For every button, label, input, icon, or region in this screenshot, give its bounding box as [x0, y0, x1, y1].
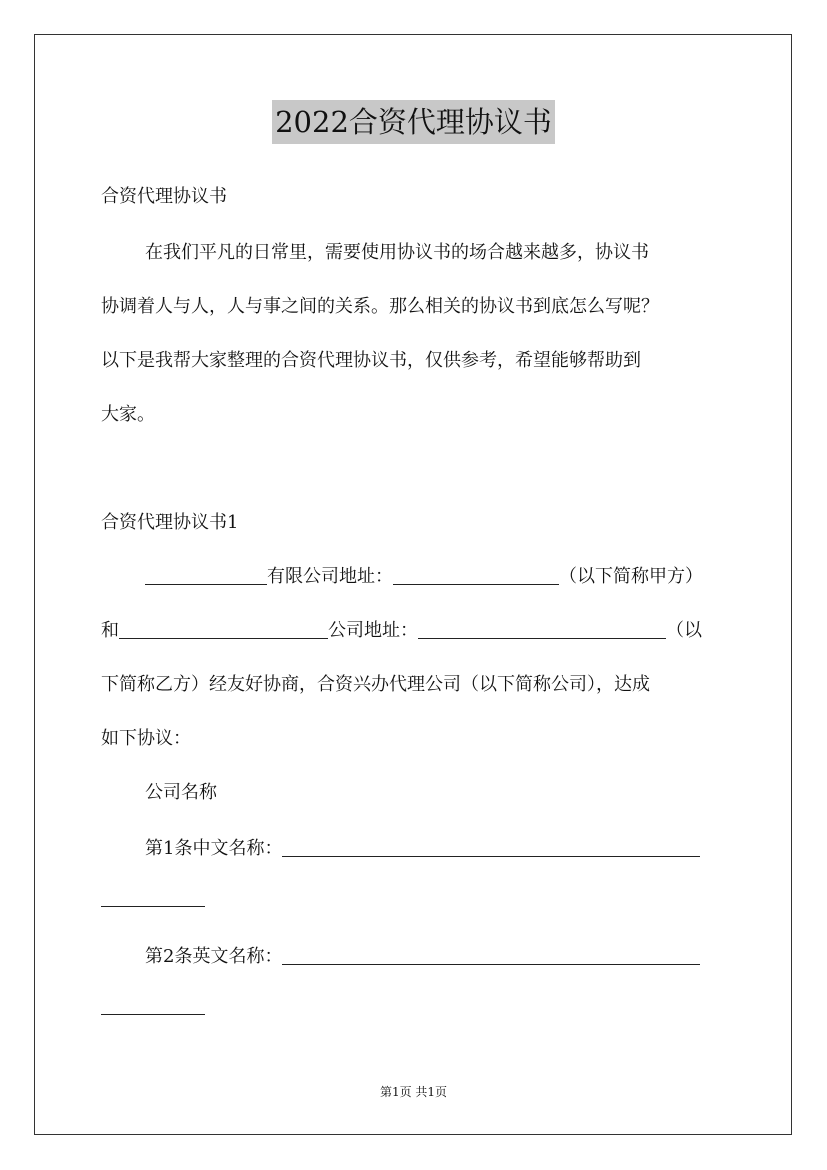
- agreement-line-4: 如下协议：: [101, 728, 191, 749]
- clause-1-continuation: [101, 888, 731, 909]
- section-heading: 合资代理协议书1: [101, 512, 239, 533]
- company-name-heading: 公司名称: [145, 782, 217, 803]
- intro-line-2: 协调着人与人，人与事之间的关系。那么相关的协议书到底怎么写呢？: [101, 296, 659, 317]
- clause-2-line: [145, 942, 735, 968]
- party-a-suffix: 有限公司地址：: [267, 566, 393, 587]
- intro-line-3: 以下是我帮大家整理的合资代理协议书，仅供参考，希望能够帮助到: [101, 350, 641, 371]
- party-a-note: （以下简称甲方）: [559, 566, 703, 587]
- party-b-prefix: 和: [101, 620, 119, 641]
- party-a-address-blank[interactable]: [393, 566, 559, 585]
- party-a-name-blank[interactable]: [145, 566, 267, 585]
- clause-2-blank-continued[interactable]: [101, 996, 205, 1015]
- intro-line-4: 大家。: [101, 404, 155, 425]
- party-b-mid: 公司地址：: [328, 620, 418, 641]
- subtitle: 合资代理协议书: [101, 186, 227, 207]
- page-footer: 第1页 共1页: [379, 1085, 448, 1099]
- party-a-line: [145, 562, 775, 588]
- clause-1-label: 第1条中文名称：: [145, 838, 283, 859]
- clause-1-blank-continued[interactable]: [101, 888, 205, 907]
- clause-1-line: [145, 834, 735, 860]
- clause-1-blank[interactable]: [282, 838, 700, 857]
- party-b-line: [101, 616, 731, 642]
- clause-2-continuation: [101, 996, 731, 1017]
- clause-2-blank[interactable]: [282, 946, 700, 965]
- party-b-note: （以: [666, 620, 702, 641]
- party-b-address-blank[interactable]: [418, 620, 666, 639]
- intro-line-1: 在我们平凡的日常里，需要使用协议书的场合越来越多，协议书: [145, 242, 649, 263]
- agreement-line-3: 下简称乙方）经友好协商，合资兴办代理公司（以下简称公司），达成: [101, 674, 650, 695]
- document-title: 2022合资代理协议书: [272, 100, 555, 144]
- title-container: [0, 100, 827, 144]
- party-b-name-blank[interactable]: [119, 620, 328, 639]
- clause-2-label: 第2条英文名称：: [145, 946, 283, 967]
